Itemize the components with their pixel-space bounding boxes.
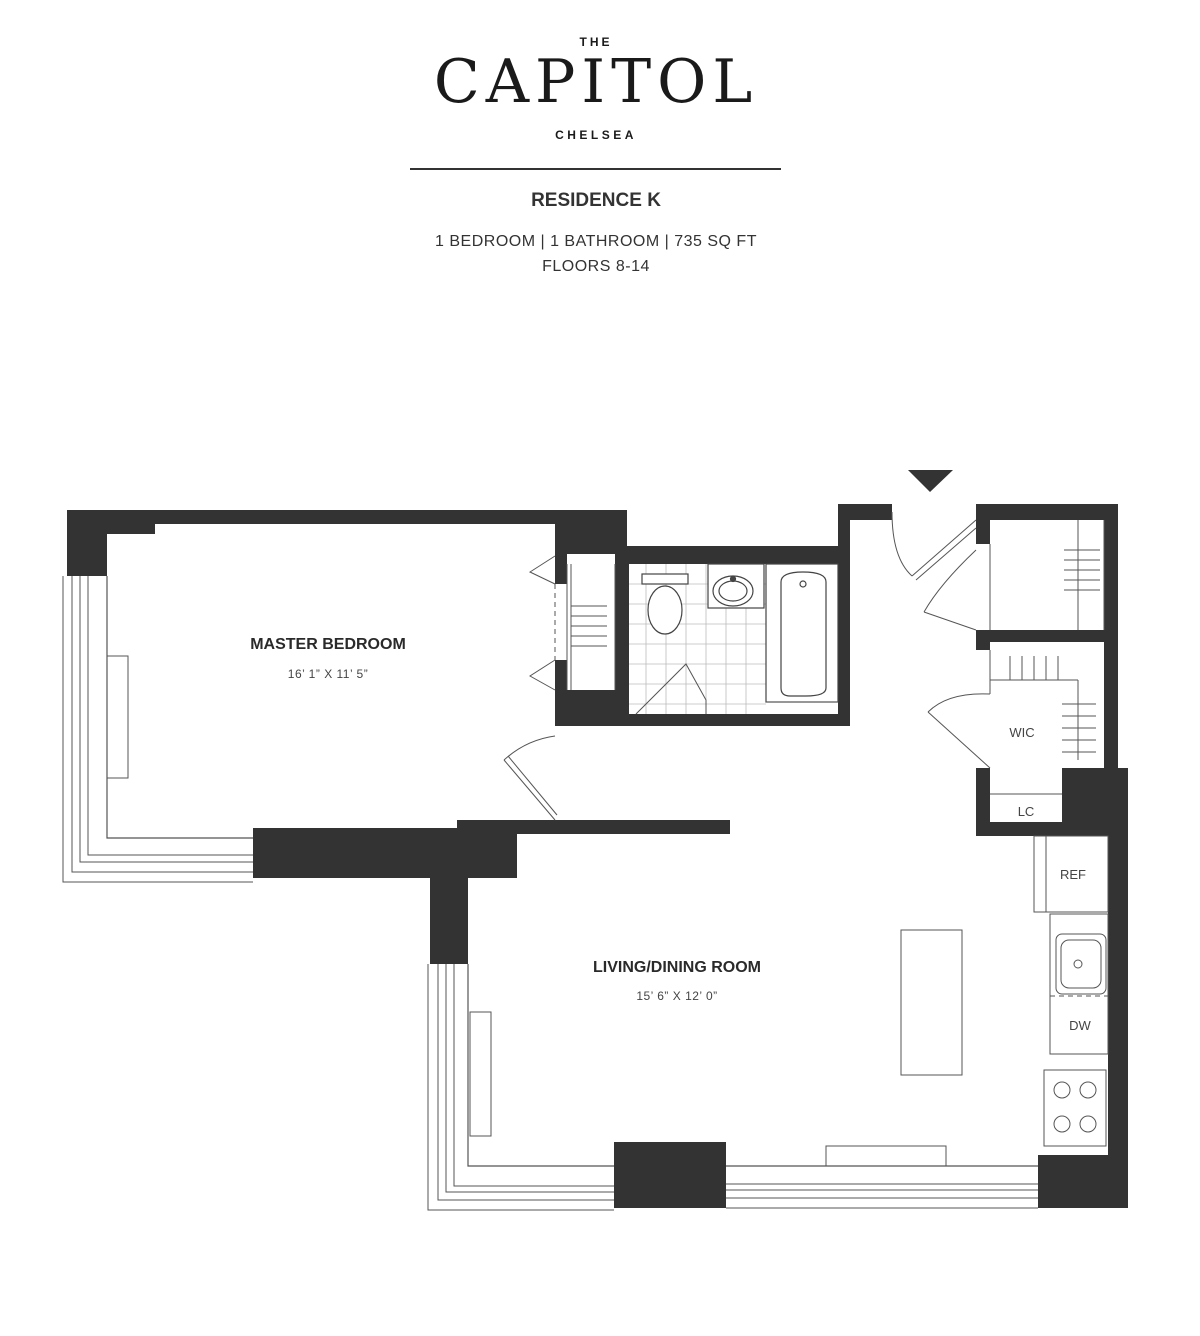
- wall-closet-top: [976, 504, 1118, 520]
- stove-icon: [1044, 1070, 1106, 1146]
- entry-arrow-icon: [908, 470, 953, 492]
- wic-label: WIC: [1009, 725, 1035, 740]
- bedroom-door: [504, 736, 557, 820]
- column-living-south: [614, 1142, 726, 1208]
- toilet-icon: [648, 586, 682, 634]
- living-radiator: [470, 1012, 491, 1136]
- wall-bath-bottom: [629, 714, 850, 726]
- living-dining-dimensions: 15’ 6” X 12’ 0”: [636, 989, 718, 1003]
- residence-specs: 1 BEDROOM | 1 BATHROOM | 735 SQ FT: [435, 233, 757, 250]
- walls: [67, 504, 1128, 1208]
- living-dining-label: LIVING/DINING ROOM: [593, 959, 761, 976]
- column-living-nw: [430, 860, 468, 964]
- column-bedroom-nw: [67, 510, 107, 576]
- wall-east-lower: [1108, 768, 1128, 1208]
- column-se: [1038, 1155, 1128, 1208]
- toilet-tank: [642, 574, 688, 584]
- bedroom-radiator: [107, 656, 128, 778]
- wall-bath-right: [838, 504, 850, 726]
- master-bedroom-label: MASTER BEDROOM: [250, 636, 406, 653]
- wall-closet-divider: [976, 630, 1118, 642]
- entry-door-swing: [892, 512, 912, 576]
- wall-bath-top: [615, 546, 847, 564]
- logo-capitol: CAPITOL: [433, 47, 759, 117]
- logo-the: THE: [579, 35, 613, 49]
- bedroom-closet: [530, 556, 615, 690]
- residence-title: RESIDENCE K: [531, 190, 661, 211]
- entry: [892, 512, 1104, 630]
- bathroom: [629, 564, 838, 714]
- master-bedroom-dimensions: 16’ 1” X 11’ 5”: [287, 667, 369, 681]
- lc-label: LC: [1017, 804, 1035, 819]
- kitchen: [901, 836, 1108, 1146]
- dw-label: DW: [1069, 1018, 1091, 1033]
- bathroom-door: [636, 664, 706, 714]
- column-middle: [253, 828, 517, 878]
- ref-label: REF: [1060, 867, 1086, 882]
- residence-floors: FLOORS 8-14: [542, 258, 650, 275]
- wall-partition: [457, 820, 730, 834]
- logo-chelsea: CHELSEA: [555, 128, 637, 142]
- windows: [63, 576, 1038, 1210]
- kitchen-island: [901, 930, 962, 1075]
- living-south-radiator: [826, 1146, 946, 1166]
